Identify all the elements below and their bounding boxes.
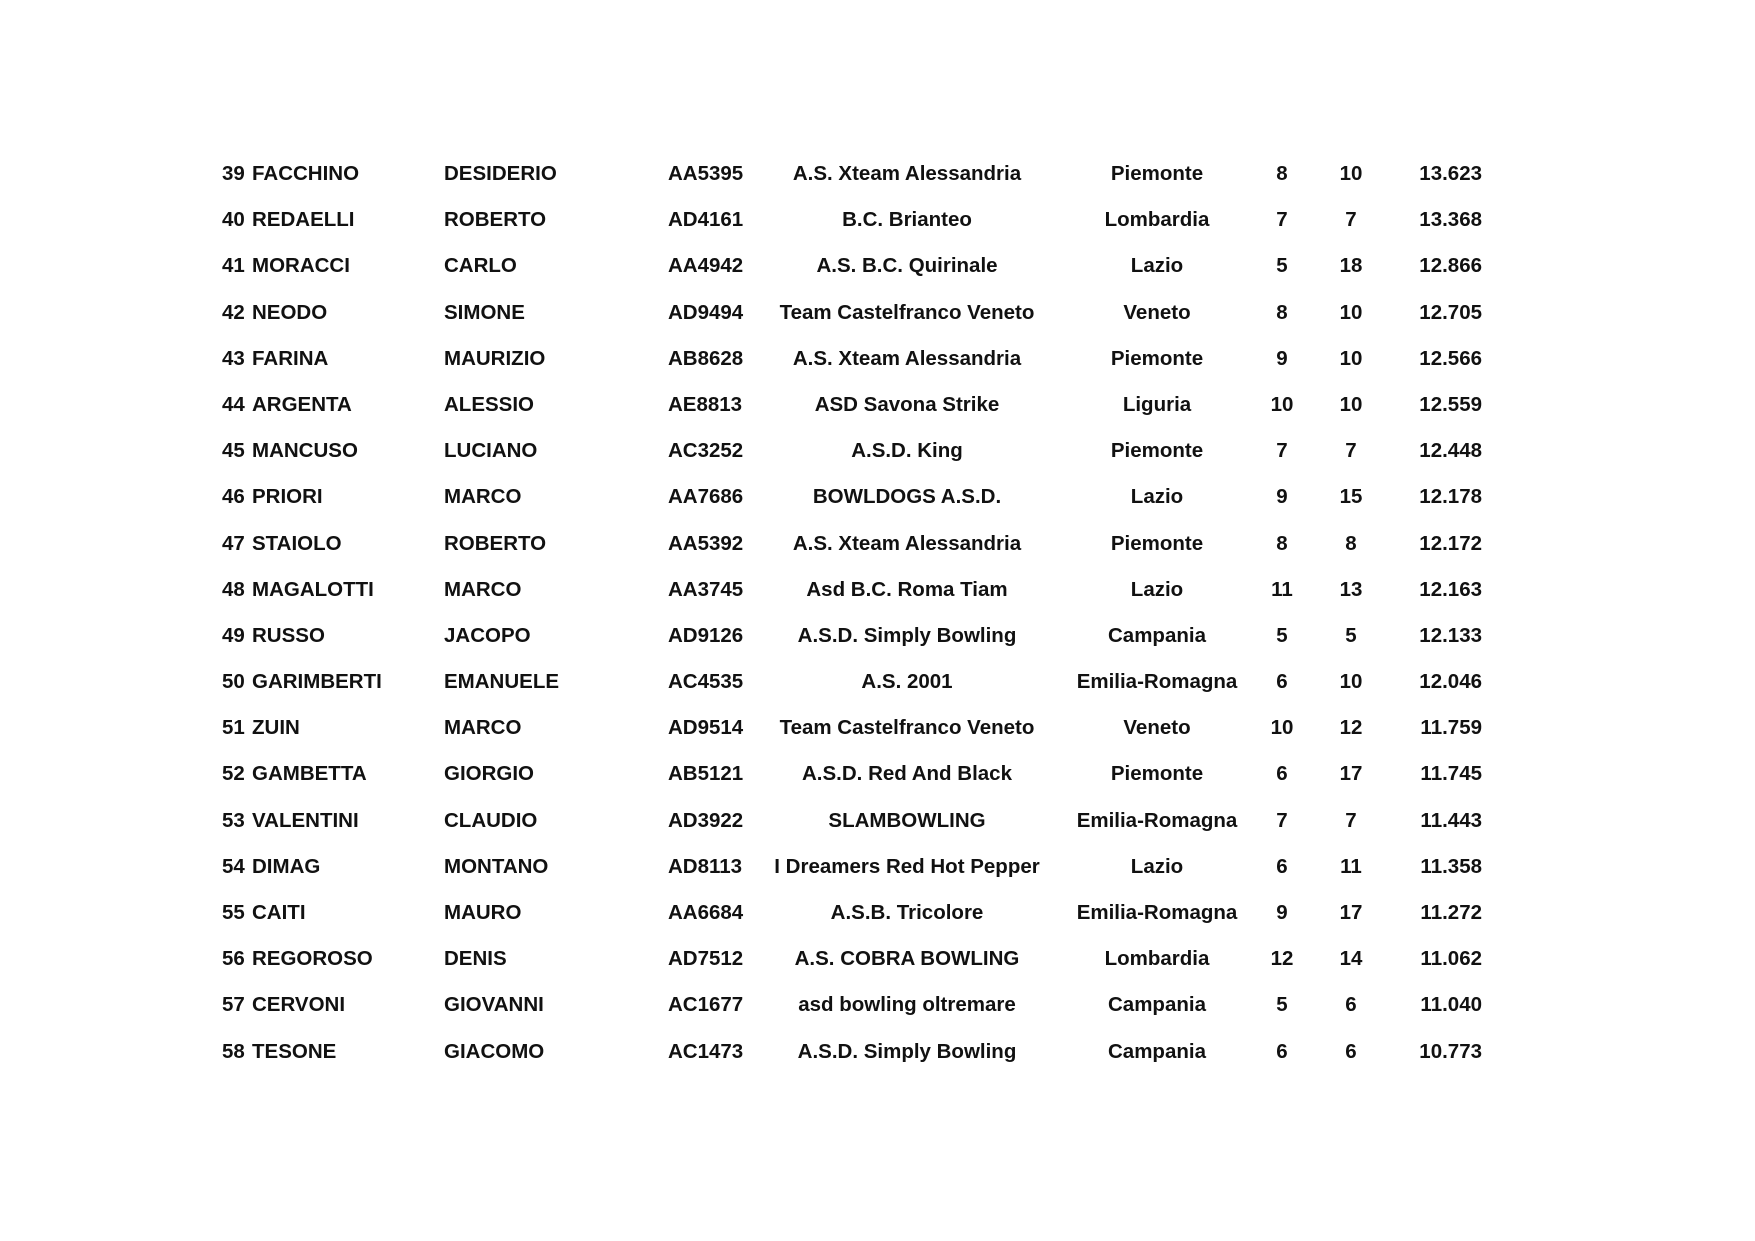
region-cell: Campania: [1108, 1039, 1206, 1063]
surname-cell: MORACCI: [252, 254, 350, 278]
count-a-cell: 12: [1270, 947, 1294, 971]
surname-cell: REGOROSO: [252, 947, 373, 971]
count-b-cell: 6: [1345, 993, 1357, 1017]
club-cell: A.S.D. Simply Bowling: [797, 623, 1017, 647]
count-b-cell: 17: [1339, 762, 1363, 786]
club-cell: Team Castelfranco Veneto: [779, 716, 1035, 740]
count-a-cell: 9: [1276, 901, 1288, 924]
surname-cell: DIMAG: [252, 854, 321, 878]
license-code-cell: AD7512: [668, 947, 744, 971]
region-cell: Piemonte: [1110, 162, 1204, 185]
count-a-cell: 10: [1270, 392, 1294, 416]
club-cell: A.S.D. Simply Bowling: [797, 1039, 1017, 1063]
region-cell: Emilia-Romagna: [1076, 901, 1238, 924]
count-a-cell: 6: [1276, 854, 1288, 878]
count-b-cell: 8: [1345, 531, 1357, 555]
score-cell: 11.358: [1420, 854, 1482, 878]
first-name-cell: SIMONE: [444, 300, 525, 324]
table-row: [222, 336, 1522, 382]
license-code-cell: AB5121: [668, 762, 744, 786]
license-code-cell: AC4535: [668, 670, 744, 694]
region-cell: Lazio: [1130, 854, 1184, 878]
first-name-cell: ROBERTO: [444, 531, 547, 555]
count-a-cell: 9: [1276, 346, 1288, 370]
club-cell: BOWLDOGS A.S.D.: [812, 485, 1002, 509]
rank-cell: 47: [222, 531, 245, 555]
rank-cell: 48: [222, 577, 245, 601]
club-cell: B.C. Brianteo: [842, 208, 972, 232]
count-a-cell: 8: [1276, 300, 1288, 324]
club-cell: A.S. COBRA BOWLING: [794, 947, 1020, 971]
license-code-cell: AA5395: [668, 162, 744, 185]
surname-cell: RUSSO: [252, 623, 325, 647]
region-cell: Piemonte: [1110, 762, 1204, 786]
surname-cell: MAGALOTTI: [252, 577, 374, 601]
license-code-cell: AB8628: [668, 346, 744, 370]
surname-cell: STAIOLO: [252, 531, 342, 555]
score-cell: 12.705: [1419, 300, 1482, 324]
license-code-cell: AD9126: [668, 623, 744, 647]
score-cell: 12.559: [1419, 392, 1482, 416]
first-name-cell: GIOVANNI: [444, 993, 544, 1017]
first-name-cell: MARCO: [444, 577, 522, 601]
count-a-cell: 7: [1276, 439, 1288, 463]
rank-cell: 58: [222, 1039, 245, 1063]
table-row: [222, 613, 1522, 659]
count-a-cell: 7: [1276, 808, 1288, 832]
count-a-cell: 11: [1271, 577, 1293, 601]
rank-cell: 51: [222, 716, 245, 740]
region-cell: Lazio: [1130, 254, 1184, 278]
region-cell: Campania: [1108, 993, 1206, 1017]
license-code-cell: AA3745: [668, 577, 744, 601]
count-a-cell: 6: [1276, 670, 1288, 694]
table-row: [222, 567, 1522, 613]
license-code-cell: AD9494: [668, 300, 744, 324]
count-b-cell: 12: [1339, 716, 1363, 740]
surname-cell: MANCUSO: [252, 439, 358, 463]
table-row: [222, 890, 1522, 936]
club-cell: A.S. 2001: [861, 670, 953, 694]
license-code-cell: AA4942: [668, 254, 744, 278]
count-b-cell: 10: [1339, 392, 1363, 416]
rank-cell: 55: [222, 901, 245, 924]
region-cell: Liguria: [1122, 392, 1192, 416]
club-cell: A.S.D. Red And Black: [802, 762, 1012, 786]
rank-cell: 45: [222, 439, 245, 463]
score-cell: 12.133: [1419, 623, 1482, 647]
first-name-cell: ROBERTO: [444, 208, 547, 232]
rank-cell: 57: [222, 993, 245, 1017]
region-cell: Veneto: [1123, 716, 1191, 740]
rank-cell: 54: [222, 854, 245, 878]
rank-cell: 46: [222, 485, 245, 509]
table-row: [222, 428, 1522, 474]
club-cell: Asd B.C. Roma Tiam: [806, 577, 1008, 601]
count-a-cell: 8: [1276, 162, 1288, 185]
score-cell: 12.178: [1419, 485, 1482, 509]
surname-cell: FACCHINO: [252, 162, 360, 185]
license-code-cell: AA5392: [668, 531, 744, 555]
first-name-cell: DENIS: [444, 947, 507, 971]
count-b-cell: 11: [1340, 854, 1362, 878]
region-cell: Lombardia: [1104, 208, 1210, 232]
license-code-cell: AC3252: [668, 439, 744, 463]
region-cell: Emilia-Romagna: [1076, 670, 1238, 694]
club-cell: A.S. B.C. Quirinale: [816, 254, 998, 278]
rank-cell: 50: [222, 670, 245, 694]
first-name-cell: MAURIZIO: [444, 346, 546, 370]
table-row: [222, 844, 1522, 890]
region-cell: Lazio: [1130, 485, 1184, 509]
score-cell: 12.163: [1419, 577, 1482, 601]
surname-cell: CAITI: [252, 901, 306, 924]
score-cell: 11.272: [1420, 901, 1482, 924]
club-cell: A.S.D. King: [851, 439, 963, 463]
first-name-cell: EMANUELE: [444, 670, 560, 694]
region-cell: Emilia-Romagna: [1076, 808, 1238, 832]
rank-cell: 39: [222, 162, 245, 185]
table-row: [222, 474, 1522, 520]
license-code-cell: AA6684: [668, 901, 744, 924]
license-code-cell: AC1677: [668, 993, 744, 1017]
club-cell: A.S.B. Tricolore: [830, 901, 984, 924]
surname-cell: TESONE: [252, 1039, 337, 1063]
score-cell: 11.443: [1420, 808, 1482, 832]
score-cell: 12.046: [1419, 670, 1482, 694]
surname-cell: ARGENTA: [252, 392, 352, 416]
count-a-cell: 6: [1276, 762, 1288, 786]
score-cell: 11.040: [1420, 993, 1482, 1017]
table-row: [222, 982, 1522, 1028]
rank-cell: 40: [222, 208, 245, 232]
count-b-cell: 10: [1339, 162, 1363, 185]
score-cell: 12.172: [1419, 531, 1482, 555]
surname-cell: VALENTINI: [252, 808, 359, 832]
club-cell: I Dreamers Red Hot Pepper: [774, 854, 1040, 878]
first-name-cell: JACOPO: [444, 623, 531, 647]
region-cell: Piemonte: [1110, 346, 1204, 370]
surname-cell: PRIORI: [252, 485, 323, 509]
club-cell: A.S. Xteam Alessandria: [792, 162, 1022, 185]
license-code-cell: AD8113: [668, 854, 743, 878]
license-code-cell: AD3922: [668, 808, 744, 832]
table-row: [222, 705, 1522, 751]
region-cell: Lombardia: [1104, 947, 1210, 971]
count-b-cell: 5: [1345, 623, 1357, 647]
count-a-cell: 7: [1276, 208, 1288, 232]
first-name-cell: MONTANO: [444, 854, 549, 878]
license-code-cell: AC1473: [668, 1039, 744, 1063]
count-a-cell: 9: [1276, 485, 1288, 509]
table-row: [222, 659, 1522, 705]
score-cell: 11.745: [1420, 762, 1482, 786]
table-row: [222, 751, 1522, 797]
surname-cell: REDAELLI: [252, 208, 355, 232]
count-b-cell: 10: [1339, 346, 1363, 370]
count-b-cell: 7: [1345, 808, 1357, 832]
count-b-cell: 7: [1345, 439, 1357, 463]
table-row: [222, 521, 1522, 567]
table-row: [222, 1029, 1522, 1075]
score-cell: 13.623: [1419, 162, 1482, 185]
count-b-cell: 14: [1339, 947, 1363, 971]
surname-cell: NEODO: [252, 300, 328, 324]
region-cell: Veneto: [1123, 300, 1191, 324]
count-a-cell: 6: [1276, 1039, 1288, 1063]
count-a-cell: 10: [1270, 716, 1294, 740]
first-name-cell: CLAUDIO: [444, 808, 538, 832]
club-cell: A.S. Xteam Alessandria: [792, 531, 1022, 555]
surname-cell: FARINA: [252, 346, 329, 370]
score-cell: 13.368: [1419, 208, 1482, 232]
club-cell: A.S. Xteam Alessandria: [792, 346, 1022, 370]
license-code-cell: AD9514: [668, 716, 744, 740]
first-name-cell: CARLO: [444, 254, 517, 278]
rank-cell: 42: [222, 300, 245, 324]
score-cell: 11.062: [1420, 947, 1482, 971]
surname-cell: GARIMBERTI: [252, 670, 382, 694]
first-name-cell: GIORGIO: [444, 762, 534, 786]
table-row: [222, 382, 1522, 428]
surname-cell: GAMBETTA: [252, 762, 367, 786]
license-code-cell: AD4161: [668, 208, 744, 232]
rank-cell: 43: [222, 346, 245, 370]
club-cell: SLAMBOWLING: [828, 808, 986, 832]
table-row: [222, 197, 1522, 243]
table-row: [222, 243, 1522, 289]
count-a-cell: 5: [1276, 993, 1288, 1017]
rank-cell: 52: [222, 762, 245, 786]
club-cell: asd bowling oltremare: [798, 993, 1016, 1017]
count-b-cell: 10: [1339, 300, 1363, 324]
count-b-cell: 10: [1339, 670, 1363, 694]
first-name-cell: LUCIANO: [444, 439, 538, 463]
license-code-cell: AA7686: [668, 485, 744, 509]
first-name-cell: MARCO: [444, 716, 522, 740]
rank-cell: 49: [222, 623, 245, 647]
region-cell: Lazio: [1130, 577, 1184, 601]
license-code-cell: AE8813: [668, 392, 743, 416]
count-b-cell: 18: [1339, 254, 1363, 278]
first-name-cell: DESIDERIO: [444, 162, 557, 185]
first-name-cell: MAURO: [444, 901, 522, 924]
count-b-cell: 15: [1339, 485, 1363, 509]
count-b-cell: 13: [1339, 577, 1363, 601]
count-a-cell: 8: [1276, 531, 1288, 555]
club-cell: Team Castelfranco Veneto: [779, 300, 1035, 324]
table-row: [222, 798, 1522, 844]
surname-cell: ZUIN: [252, 716, 300, 740]
score-cell: 12.566: [1419, 346, 1482, 370]
table-row: [222, 151, 1522, 197]
region-cell: Piemonte: [1110, 439, 1204, 463]
count-b-cell: 6: [1345, 1039, 1357, 1063]
region-cell: Campania: [1108, 623, 1206, 647]
count-b-cell: 17: [1339, 901, 1363, 924]
table-row: [222, 290, 1522, 336]
rank-cell: 41: [222, 254, 245, 278]
table-row: [222, 936, 1522, 982]
score-cell: 12.866: [1419, 254, 1482, 278]
ranking-table: [222, 151, 1522, 1075]
rank-cell: 56: [222, 947, 245, 971]
score-cell: 10.773: [1419, 1039, 1482, 1063]
rank-cell: 44: [222, 392, 245, 416]
surname-cell: CERVONI: [252, 993, 346, 1017]
club-cell: ASD Savona Strike: [814, 392, 1000, 416]
first-name-cell: GIACOMO: [444, 1039, 545, 1063]
first-name-cell: MARCO: [444, 485, 522, 509]
region-cell: Piemonte: [1110, 531, 1204, 555]
score-cell: 11.759: [1420, 716, 1482, 740]
count-a-cell: 5: [1276, 623, 1288, 647]
first-name-cell: ALESSIO: [444, 392, 534, 416]
rank-cell: 53: [222, 808, 245, 832]
count-b-cell: 7: [1345, 208, 1357, 232]
count-a-cell: 5: [1276, 254, 1288, 278]
score-cell: 12.448: [1419, 439, 1482, 463]
